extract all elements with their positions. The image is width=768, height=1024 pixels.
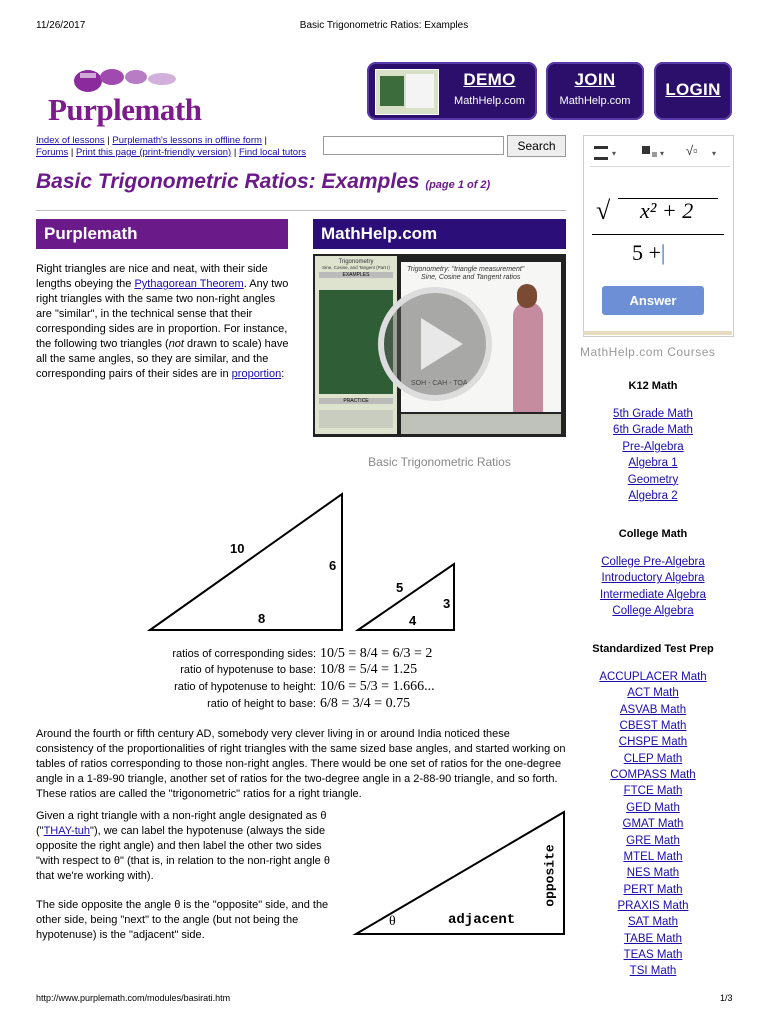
course-link[interactable]: CHSPE Math	[618, 736, 688, 749]
course-link[interactable]: Introductory Algebra	[601, 572, 705, 585]
page-title-pagenum: (page 1 of 2)	[425, 179, 491, 191]
course-link[interactable]: Geometry	[627, 473, 679, 486]
purplemath-bar: Purplemath	[36, 219, 288, 249]
demo-thumbnail	[375, 69, 439, 115]
print-page: 1/3	[720, 993, 733, 1003]
course-link[interactable]: College Pre-Algebra	[601, 556, 705, 568]
login-label: LOGIN	[665, 80, 721, 99]
ratio-math-2: 10/8 = 5/4 = 1.25	[320, 662, 418, 677]
nav-links: Index of lessons | Purplemath's lessons in offline form | Forums | Print this page (print-friendly version) | Find local tutors	[36, 135, 306, 158]
page-title-main: Basic Trigonometric Ratios: Examples	[36, 170, 420, 193]
print-date: 11/26/2017	[36, 20, 86, 31]
logo-text[interactable]: Purplemath	[48, 92, 202, 127]
ratio-label-1: ratios of corresponding sides:	[172, 648, 316, 660]
courses-header: MathHelp.com Courses	[580, 345, 716, 359]
history-paragraph: Around the fourth or fifth century AD, somebody very clever living in or around India noticed these consistency of the proportionalities of right triangles with the same sized base angles, and started working on tables of ratios corresponding to those non-right angles. There would be one set of ratios for the one-degree angle in a 1-89-90 triangle, another set of ratios for the two-degree angle in a 2-88-90 triangle, and so forth. These ratios are called the "trigonometric" ratios for a right triangle.	[36, 728, 566, 800]
editor-numerator: x² + 2	[640, 198, 694, 223]
course-link[interactable]: GRE Math	[626, 834, 680, 847]
course-link[interactable]: COMPASS Math	[610, 769, 696, 782]
nav-forums-link[interactable]: Forums	[36, 147, 69, 158]
course-link[interactable]: Pre-Algebra	[622, 440, 684, 453]
course-link[interactable]: PERT Math	[623, 883, 683, 896]
join-button[interactable]	[546, 62, 644, 120]
small-tri-base: 4	[409, 613, 417, 628]
course-link[interactable]: ACCUPLACER Math	[599, 671, 707, 683]
adjacent-label: adjacent	[448, 912, 516, 928]
pythagorean-link[interactable]: Pythagorean Theorem	[134, 278, 244, 290]
course-link[interactable]: NES Math	[626, 867, 680, 880]
nav-offline-link[interactable]: Purplemath's lessons in offline form	[112, 135, 262, 146]
ratio-label-3: ratio of hypotenuse to height:	[174, 681, 316, 693]
editor-denominator[interactable]: 5 +|	[632, 240, 666, 265]
ratio-math-4: 6/8 = 3/4 = 0.75	[320, 696, 411, 711]
intro-paragraph: Right triangles are nice and neat, with their side lengths obeying the Pythagorean Theorem. Any two right triangles with the same two non-right angles are "similar", in the technical sense that their corresponding sides are in proportion. For instance, the following two triangles (not drawn to scale) have all the same angles, so they are similar, and the corresponding pairs of their sides are in proportion:	[36, 263, 289, 380]
play-icon[interactable]	[377, 286, 493, 407]
print-url: http://www.purplemath.com/modules/basirati.htm	[36, 993, 231, 1003]
title-divider	[36, 210, 566, 211]
course-link[interactable]: Algebra 1	[628, 457, 678, 470]
video-caption: Basic Trigonometric Ratios	[368, 455, 511, 469]
ratio-label-4: ratio of height to base:	[207, 698, 316, 710]
nav-index-link[interactable]: Index of lessons	[36, 135, 105, 146]
small-tri-height: 3	[443, 596, 451, 611]
proportion-link[interactable]: proportion	[231, 368, 282, 380]
fraction-icon[interactable]	[594, 146, 608, 160]
demo-label: DEMO	[463, 70, 516, 89]
superscript-icon[interactable]	[642, 146, 650, 154]
login-button[interactable]	[654, 62, 732, 120]
ratio-math-1: 10/5 = 8/4 = 6/3 = 2	[320, 646, 433, 661]
join-sub: MathHelp.com	[559, 95, 631, 107]
opposite-paragraph: The side opposite the angle θ is the "opposite" side, and the other side, being "next" to the angle (but not being the hypotenuse) is the "adjacent" side.	[36, 899, 329, 941]
big-tri-hyp: 10	[230, 541, 245, 556]
answer-button[interactable]: Answer	[602, 286, 704, 315]
ratio-math-3: 10/6 = 5/3 = 1.666...	[320, 679, 435, 694]
thay-tuh-link[interactable]: THAY-tuh	[43, 825, 91, 837]
search-button[interactable]: Search	[507, 135, 566, 157]
test-prep-header: Standardized Test Prep	[592, 643, 714, 655]
course-link[interactable]: Algebra 2	[628, 490, 678, 502]
course-link[interactable]: ASVAB Math	[619, 703, 687, 716]
course-link[interactable]: CLEP Math	[623, 752, 683, 765]
course-link[interactable]: 5th Grade Math	[613, 408, 693, 420]
sqrt-icon[interactable]: √▫	[686, 143, 698, 158]
k12-header: K12 Math	[628, 380, 678, 392]
course-link[interactable]: ACT Math	[627, 687, 679, 700]
big-tri-height: 6	[329, 558, 337, 573]
course-link[interactable]: Intermediate Algebra	[599, 588, 707, 601]
course-link[interactable]: TEAS Math	[623, 948, 683, 961]
theta-paragraph: Given a right triangle with a non-right angle designated as θ ("THAY-tuh"), we can label the hypotenuse (always the side opposite the right angle) and then label the other two sides "with respect to θ" (that is, in relation to the non-right angle θ that we're working with).	[36, 810, 330, 882]
fraction-bar	[592, 234, 724, 235]
course-link[interactable]: SAT Math	[627, 916, 679, 929]
course-link[interactable]: TABE Math	[624, 932, 682, 945]
demo-button[interactable]	[367, 62, 537, 120]
join-label: JOIN	[574, 70, 616, 89]
theta-label: θ	[389, 914, 396, 929]
opposite-label: opposite	[542, 844, 558, 907]
editor-toolbar	[590, 144, 730, 167]
video-side-panel: Trigonometry Sine, Cosine, and Tangent (Part I) EXAMPLES PRACTICE	[315, 256, 397, 434]
course-link[interactable]: FTCE Math	[623, 785, 683, 798]
print-title: Basic Trigonometric Ratios: Examples	[299, 20, 469, 31]
college-header: College Math	[618, 528, 688, 540]
course-link[interactable]: 6th Grade Math	[613, 424, 693, 437]
big-tri-base: 8	[258, 611, 266, 626]
similar-triangles-figure	[140, 488, 480, 643]
search-input[interactable]	[323, 136, 504, 155]
chevron-down-icon[interactable]: ▾	[612, 149, 617, 158]
ratio-label-2: ratio of hypotenuse to base:	[180, 664, 316, 676]
course-link[interactable]: TSI Math	[629, 965, 677, 978]
course-link[interactable]: GED Math	[626, 801, 680, 814]
course-link[interactable]: MTEL Math	[623, 850, 683, 863]
video-whiteboard: Trigonometry: "triangle measurement" Sine, Cosine and Tangent ratios	[401, 262, 561, 412]
demo-sub: MathHelp.com	[454, 95, 525, 107]
chevron-down-icon[interactable]: ▾	[712, 149, 717, 158]
course-link[interactable]: CBEST Math	[619, 720, 687, 733]
course-link[interactable]: College Algebra	[612, 604, 694, 617]
small-tri-hyp: 5	[396, 580, 404, 595]
course-link[interactable]: GMAT Math	[622, 818, 684, 831]
page-title	[36, 170, 490, 194]
sqrt-symbol: √	[596, 196, 611, 225]
mathhelp-bar: MathHelp.com	[313, 219, 566, 249]
chevron-down-icon[interactable]: ▾	[660, 149, 665, 158]
video-player[interactable]	[313, 254, 566, 437]
nav-tutors-link[interactable]: Find local tutors	[238, 147, 306, 158]
nav-print-link[interactable]: Print this page (print-friendly version)	[75, 147, 232, 158]
course-link[interactable]: PRAXIS Math	[617, 899, 689, 912]
